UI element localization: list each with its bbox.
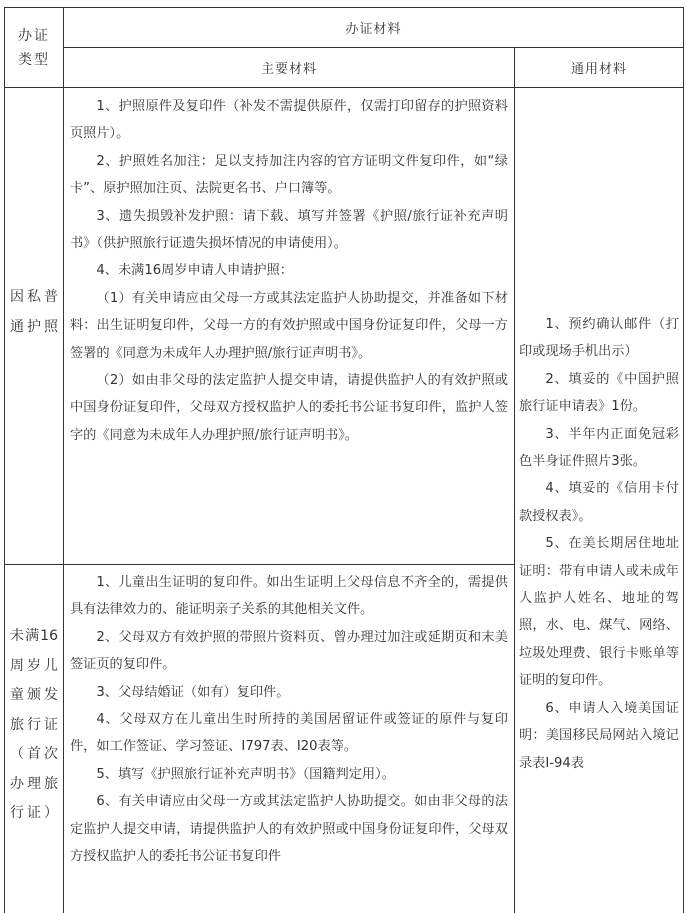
general-materials-header: 通用材料 [570,62,627,77]
list-item: 5、填写《护照旅行证补充声明书》（国籍判定用）。 [96,766,395,782]
table-border-left [4,7,5,913]
list-item: （1）有关申请应由父母一方或其法定监护人协助提交，并准备如下材料：出生证明复印件，父母一方的有效护照或中国身份证复印件，父母一方签署的《同意为未成年人办理护照/旅行证声明书》。 [70,290,508,361]
row-type-travel-document: 未满16周岁儿童颁发旅行证（首次办理旅行证） [10,628,58,821]
row-type-passport: 因私普通护照 [10,289,58,335]
list-item: 6、有关申请应由父母一方或其法定监护人协助提交。如由非父母的法定监护人提交申请，请提供监护人的有效护照或中国身份证复印件，父母双方授权监护人的委托书公证书复印件 [70,794,508,865]
list-item: 2、父母双方有效护照的带照片资料页、曾办理过加注或延期页和末美签证页的复印件。 [70,629,508,673]
passport-main-materials [70,93,508,563]
list-item: 1、护照原件及复印件（补发不需提供原件，仅需打印留存的护照资料页照片）。 [70,99,508,142]
list-item: 4、未满16周岁申请人申请护照： [96,263,293,279]
list-item: 2、填妥的《中国护照旅行证申请表》1份。 [519,371,679,415]
main-materials-header: 主要材料 [260,62,317,77]
type-column-divider [63,7,64,913]
row-divider [4,564,514,565]
travel-document-main-materials [70,569,508,913]
list-item: 2、护照姓名加注：足以支持加注内容的官方证明文件复印件，如“绿卡”、原护照加注页、法院更名书、户口簿等。 [70,153,508,197]
materials-header: 办证材料 [345,22,402,37]
table-border-right [683,7,684,913]
list-item: 1、预约确认邮件（打印或现场手机出示） [519,317,679,360]
header-bottom-border [4,87,684,88]
general-materials-list [519,311,679,913]
list-item: 1、儿童出生证明的复印件。如出生证明上父母信息不齐全的，需提供具有法律效力的、能证明亲子关系的其他相关文件。 [70,575,508,618]
type-column-header: 办证类型 [18,27,50,68]
list-item: 6、申请人入境美国证明：美国移民局网站入境记录表I-94表 [519,700,679,771]
general-column-divider [514,47,515,913]
list-item: 5、在美长期居住地址证明：带有申请人或未成年人监护人姓名、地址的驾照，水、电、煤气、网络、垃圾处理费、银行卡账单等证明的复印件。 [519,536,679,689]
list-item: （2）如由非父母的法定监护人提交申请，请提供监护人的有效护照或中国身份证复印件，父母双方授权监护人的委托书公证书复印件，监护人签字的《同意为未成年人办理护照/旅行证声明书》。 [70,373,508,443]
list-item: 3、父母结婚证（如有）复印件。 [96,684,290,700]
list-item: 3、遗失损毁补发护照：请下载、填写并签署《护照/旅行证补充声明书》（供护照旅行证遗失损坏情况的申请使用）。 [70,208,508,252]
list-item: 4、父母双方在儿童出生时所持的美国居留证件或签证的原件与复印件，如工作签证、学习签证、I797表、I20表等。 [70,712,508,755]
list-item: 3、半年内正面免冠彩色半身证件照片3张。 [519,426,679,470]
list-item: 4、填妥的《信用卡付款授权表》。 [519,481,679,524]
